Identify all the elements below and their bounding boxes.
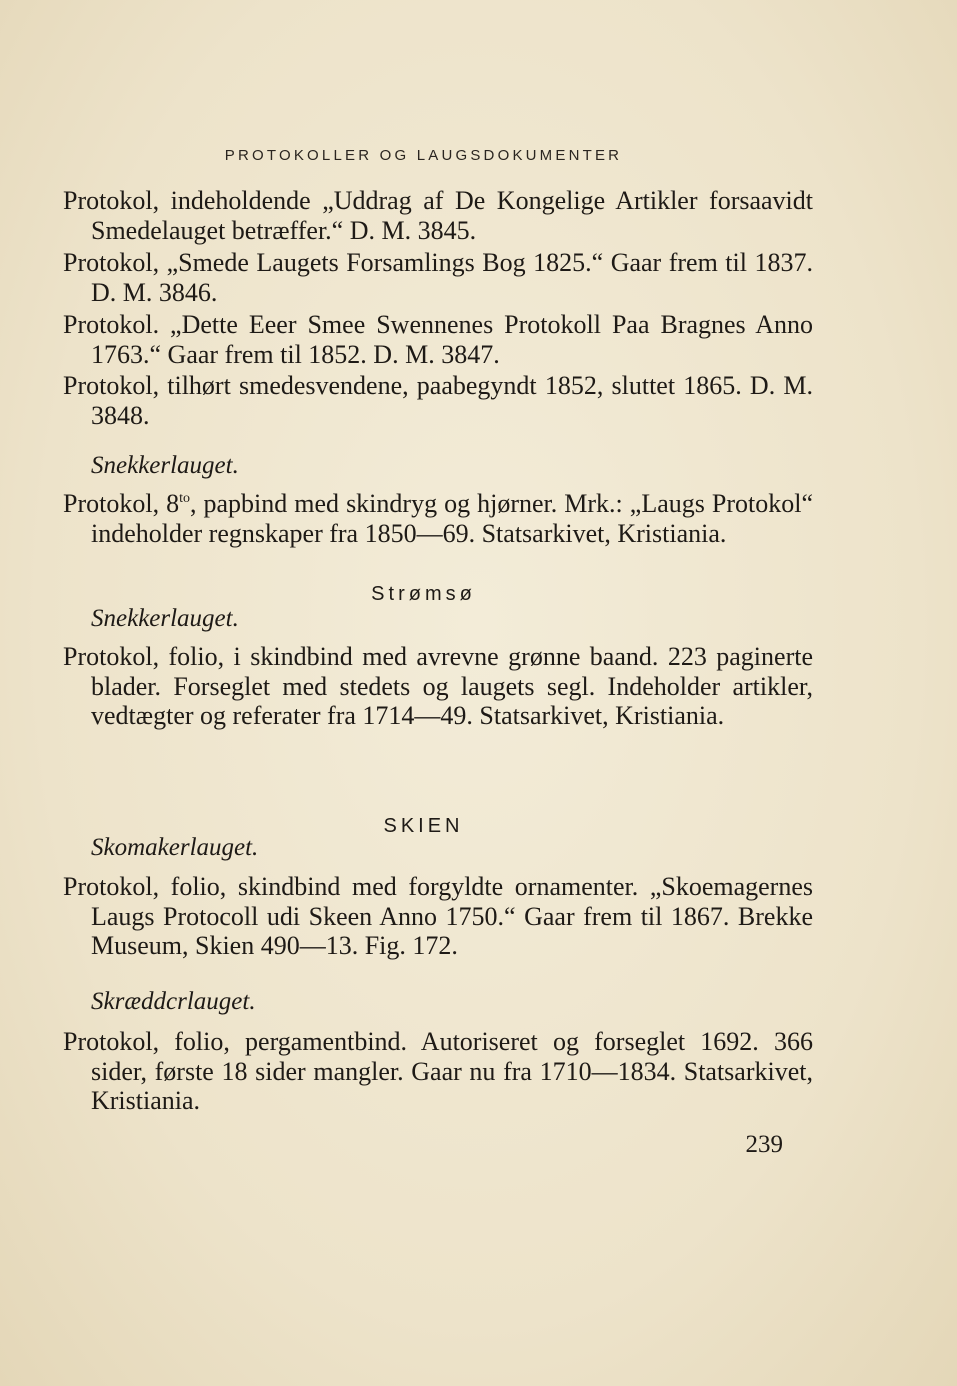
entry-smedesvendene: Protokol, tilhørt smedesvendene, paabegyndt 1852, sluttet 1865. D. M. 3848. — [63, 371, 813, 430]
entry-smedelauget-artikler: Protokol, indeholdende „Uddrag af De Kongelige Artikler forsaavidt Smedelauget betræffer.“ D. M. 3845. — [63, 186, 813, 245]
format-superscript: to — [179, 491, 190, 506]
entry-skomakerlauget: Protokol, folio, skindbind med forgyldte ornamenter. „Skoemagernes Laugs Protocoll udi Skeen Anno 1750.“ Gaar frem til 1867. Brekke Museum, Skien 490—13. Fig. 172. — [63, 872, 813, 960]
section-heading-snekkerlauget-stromso: Snekkerlauget. — [91, 605, 239, 632]
entry-stromso-snekkerlauget: Protokol, folio, i skindbind med avrevne grønne baand. 223 paginerte blader. Forseglet med stedets og laugets segl. Indeholder artikler, vedtægter og referater fra 1714—49. Statsarkivet, Kristiania. — [63, 642, 813, 730]
section-heading-skraedderlauget: Skræddcrlauget. — [91, 988, 256, 1015]
running-head: PROTOKOLLER OG LAUGSDOKUMENTER — [224, 147, 623, 164]
entry-skraedderlauget: Protokol, folio, pergamentbind. Autoriseret og forseglet 1692. 366 sider, første 18 sider mangler. Gaar nu fra 1710—1834. Statsarkivet, Kristiania. — [63, 1027, 813, 1115]
entry-smee-swennenes-protokoll: Protokol. „Dette Eeer Smee Swennenes Protokoll Paa Bragnes Anno 1763.“ Gaar frem til 1852. D. M. 3847. — [63, 310, 813, 369]
place-heading-stromso: Strømsø — [371, 583, 476, 605]
entry-snekkerlauget-protokol — [63, 489, 813, 548]
entry-text-start: Protokol, 8 — [63, 489, 180, 518]
entry-text-rest: , papbind med skindryg og hjørner. Mrk.: „Laugs Protokol“ indeholder regnskaper fra 1850—69. Statsarkivet, Kristiania. — [91, 489, 813, 548]
section-heading-snekkerlauget: Snekkerlauget. — [91, 452, 239, 479]
section-heading-skomakerlauget: Skomakerlauget. — [91, 834, 259, 861]
page-number: 239 — [745, 1131, 783, 1158]
entry-smede-forsamlings-bog: Protokol, „Smede Laugets Forsamlings Bog 1825.“ Gaar frem til 1837. D. M. 3846. — [63, 248, 813, 307]
place-heading-skien: SKIEN — [383, 815, 464, 837]
